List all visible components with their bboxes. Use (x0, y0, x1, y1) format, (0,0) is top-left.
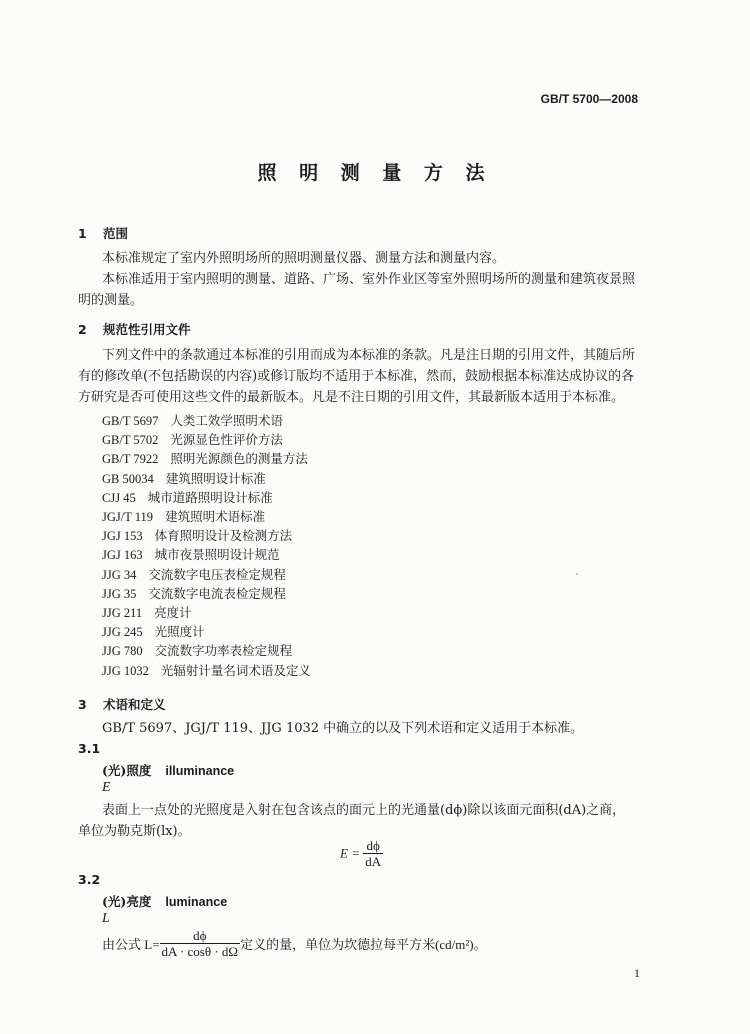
reference-item (102, 584, 286, 602)
scan-speck (576, 573, 578, 575)
definition-illuminance: 表面上一点处的光照度是入射在包含该点的面元上的光通量(dϕ)除以该面元面积(dA)之商，单位为勒克斯(lx)。 (78, 803, 626, 839)
reference-item (102, 661, 311, 679)
section-title: 术语和定义 (103, 697, 166, 712)
definition-prefix: 由公式 L= (102, 937, 160, 952)
term-chinese: (光)亮度 (102, 894, 152, 909)
section-2-heading (78, 320, 191, 338)
formula-illuminance (340, 838, 383, 869)
reference-name: 城市道路照明设计标准 (147, 489, 273, 505)
reference-item (102, 622, 205, 640)
reference-item (102, 526, 292, 544)
reference-code: JJG 780 (102, 644, 143, 659)
subsection-3-2-number: 3.2 (78, 872, 101, 887)
reference-name: 人类工效学照明术语 (170, 413, 283, 428)
numerator: dϕ (363, 838, 383, 854)
section-title: 规范性引用文件 (103, 322, 191, 337)
reference-name: 交流数字电压表检定规程 (148, 566, 286, 582)
reference-code: GB/T 5702 (102, 433, 159, 448)
reference-item (102, 411, 283, 429)
numerator: dϕ (160, 928, 241, 944)
reference-code: GB 50034 (102, 471, 154, 486)
section-2-paragraph: 下列文件中的条款通过本标准的引用而成为本标准的条款。凡是注日期的引用文件，其随后所有的修改单(不包括勘误的内容)或修订版均不适用于本标准，然而，鼓励根据本标准达成协议的各方研究是否可使用这些文件的最新版本。凡是不注日期的引用文件，其最新版本适用于本标准。 (78, 348, 636, 405)
reference-item (102, 430, 283, 448)
reference-code: JJG 245 (102, 625, 143, 640)
fraction (160, 928, 241, 959)
section-1-paragraph-2: 本标准适用于室内照明的测量、道路、广场、室外作业区等室外照明场所的测量和建筑夜景照明的测量。 (78, 272, 636, 308)
reference-code: JJG 1032 (102, 663, 149, 678)
reference-item (102, 641, 292, 659)
term-luminance (102, 892, 227, 910)
reference-item (102, 469, 266, 487)
reference-code: GB/T 7922 (102, 452, 159, 467)
document-title: 照 明 测 量 方 法 (257, 162, 493, 184)
standard-code: GB/T 5700—2008 (540, 92, 638, 106)
reference-item (102, 565, 286, 583)
reference-name: 建筑照明术语标准 (165, 509, 266, 524)
reference-name: 光照度计 (154, 624, 205, 640)
reference-name: 交流数字电流表检定规程 (148, 585, 286, 601)
definition-luminance (102, 928, 487, 959)
reference-name: 交流数字功率表检定规程 (154, 643, 293, 659)
fraction (363, 838, 383, 869)
term-illuminance (102, 761, 234, 779)
section-number: 1 (78, 226, 87, 241)
page-number: 1 (634, 966, 640, 980)
section-title: 范围 (103, 226, 129, 241)
denominator: dA (365, 854, 382, 869)
term-english: luminance (165, 895, 228, 909)
reference-item (102, 488, 273, 506)
reference-code: JJG 34 (102, 567, 137, 582)
reference-name: 亮度计 (154, 605, 192, 620)
reference-code: JJG 211 (102, 606, 143, 620)
section-3-heading (78, 695, 166, 713)
term-english: illuminance (165, 764, 235, 778)
definition-suffix: 定义的量，单位为坎德拉每平方米(cd/m²)。 (240, 937, 487, 952)
term-chinese: (光)照度 (102, 763, 152, 778)
section-1-paragraph-1: 本标准规定了室内外照明场所的照明测量仪器、测量方法和测量内容。 (102, 251, 506, 266)
reference-code: JGJ 163 (102, 548, 143, 563)
reference-name: 光源显色性评价方法 (170, 432, 283, 448)
denominator: dA · cosθ · dΩ (161, 944, 239, 959)
section-number: 3 (78, 697, 87, 712)
reference-name: 城市夜景照明设计规范 (154, 547, 280, 563)
symbol-L: L (102, 911, 110, 926)
reference-item (102, 449, 308, 467)
reference-item (102, 545, 280, 563)
subsection-3-1-number: 3.1 (78, 741, 101, 756)
reference-code: JJG 35 (102, 586, 137, 601)
reference-code: GB/T 5697 (102, 414, 159, 428)
reference-item (102, 603, 192, 621)
reference-code: JGJ/T 119 (102, 510, 154, 524)
formula-lhs: E = (340, 845, 360, 861)
reference-name: 体育照明设计及检测方法 (154, 528, 293, 544)
symbol-E: E (102, 780, 111, 795)
section-1-heading (78, 224, 128, 242)
reference-name: 光辐射计量名词术语及定义 (160, 662, 311, 678)
section-number: 2 (78, 322, 87, 337)
reference-name: 照明光源颜色的测量方法 (170, 451, 308, 467)
section-3-paragraph: GB/T 5697、JGJ/T 119、JJG 1032 中确立的以及下列术语和定义适用于本标准。 (102, 721, 584, 736)
reference-code: JGJ 153 (102, 529, 143, 544)
reference-code: CJJ 45 (102, 490, 136, 505)
reference-name: 建筑照明设计标准 (165, 470, 266, 486)
reference-item (102, 507, 265, 525)
